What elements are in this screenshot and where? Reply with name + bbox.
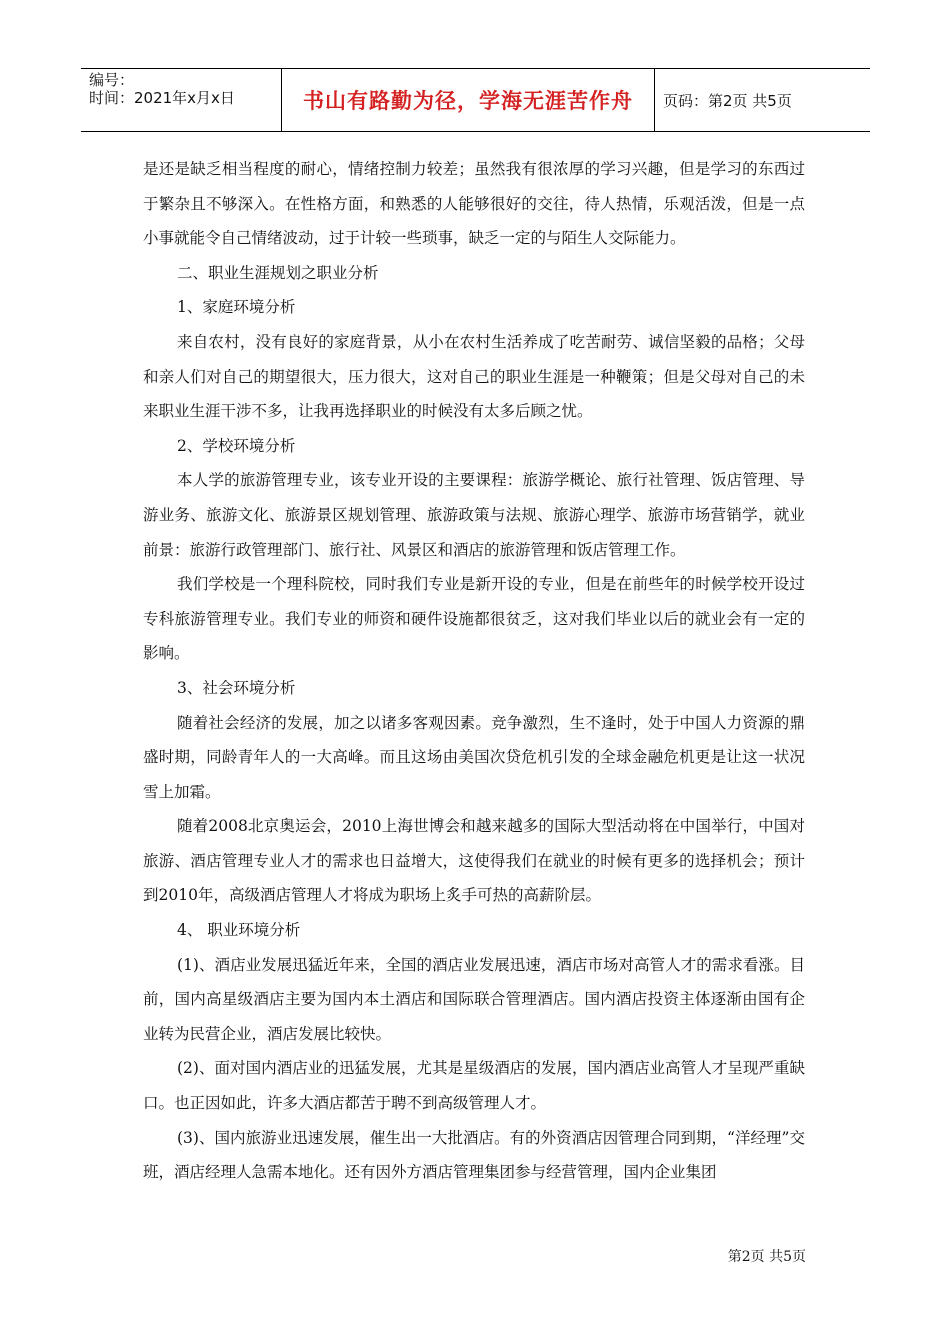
paragraph: 本人学的旅游管理专业，该专业开设的主要课程：旅游学概论、旅行社管理、饭店管理、导游业务、旅游文化、旅游景区规划管理、旅游政策与法规、旅游心理学、旅游市场营销学，就业前景：旅游行政管理部门、旅行社、风景区和酒店的旅游管理和饭店管理工作。 [143, 471, 805, 559]
paragraph: 是还是缺乏相当程度的耐心，情绪控制力较差；虽然我有很浓厚的学习兴趣，但是学习的东西过于繁杂且不够深入。在性格方面，和熟悉的人能够很好的交往，待人热情，乐观活泼，但是一点小事就能令自己情绪波动，过于计较一些琐事，缺乏一定的与陌生人交际能力。 [143, 160, 805, 248]
subsection-heading: 1、家庭环境分析 [177, 298, 296, 317]
paragraph: 随着2008北京奥运会，2010上海世博会和越来越多的国际大型活动将在中国举行，中国对旅游、酒店管理专业人才的需求也日益增大，这使得我们在就业的时候有更多的选择机会；预计到2010年，高级酒店管理人才将成为职场上炙手可热的高薪阶层。 [143, 817, 805, 905]
header-meta [81, 69, 282, 131]
paragraph: (3)、国内旅游业迅速发展，催生出一大批酒店。有的外资酒店因管理合同到期，“洋经理”交班，酒店经理人急需本地化。还有因外方酒店管理集团参与经营管理，国内企业集团 [143, 1128, 805, 1182]
paragraph: 来自农村，没有良好的家庭背景，从小在农村生活养成了吃苦耐劳、诚信坚毅的品格；父母和亲人们对自己的期望很大，压力很大，这对自己的职业生涯是一种鞭策；但是父母对自己的未来职业生涯干涉不多，让我再选择职业的时候没有太多后顾之忧。 [143, 332, 805, 421]
subsection-heading: 3、社会环境分析 [177, 678, 296, 697]
document-time-label: 时间：2021年x月x日 [89, 89, 235, 107]
page-header [81, 68, 870, 132]
header-motto: 书山有路勤为径，学海无涯苦作舟 [282, 69, 655, 131]
document-number-label: 编号： [89, 71, 135, 89]
document-body [143, 152, 805, 1190]
section-heading: 二、职业生涯规划之职业分析 [177, 263, 379, 282]
header-page-number: 页码：第2页 共5页 [663, 91, 792, 110]
paragraph: 我们学校是一个理科院校，同时我们专业是新开设的专业，但是在前些年的时候学校开设过专科旅游管理专业。我们专业的师资和硬件设施都很贫乏，这对我们毕业以后的就业会有一定的影响。 [143, 575, 805, 663]
subsection-heading: 2、学校环境分析 [177, 436, 296, 455]
paragraph: 随着社会经济的发展，加之以诸多客观因素。竞争激烈，生不逢时，处于中国人力资源的鼎盛时期，同龄青年人的一大高峰。而且这场由美国次贷危机引发的全球金融危机更是让这一状况雪上加霜。 [143, 713, 805, 801]
paragraph: (1)、酒店业发展迅猛近年来，全国的酒店业发展迅速，酒店市场对高管人才的需求看涨。目前，国内高星级酒店主要为国内本土酒店和国际联合管理酒店。国内酒店投资主体逐渐由国有企业转为民营企业，酒店发展比较快。 [143, 955, 805, 1043]
page-footer-number: 第2页 共5页 [727, 1249, 806, 1265]
paragraph: (2)、面对国内酒店业的迅猛发展，尤其是星级酒店的发展，国内酒店业高管人才呈现严重缺口。也正因如此，许多大酒店都苦于聘不到高级管理人才。 [143, 1059, 805, 1113]
subsection-heading: 4、 职业环境分析 [177, 921, 301, 940]
